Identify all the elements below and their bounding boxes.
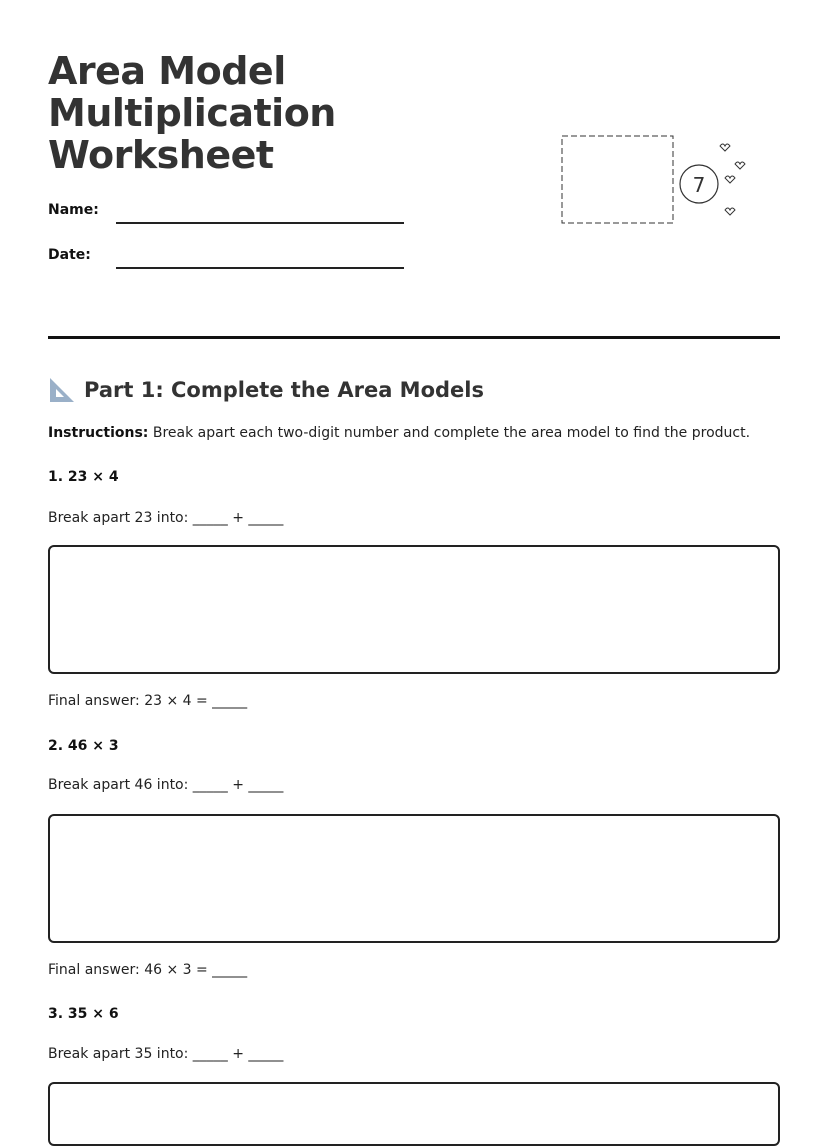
circle-digit: 7 (692, 173, 706, 197)
part1-heading: Part 1: Complete the Area Models (84, 378, 484, 402)
problem-1-title: 1. 23 × 4 (48, 469, 119, 485)
instructions-text: Break apart each two-digit number and complete the area model to find the product. (152, 425, 751, 441)
title-line-1: Area Model (48, 49, 286, 93)
small-hearts-icon (720, 144, 745, 215)
problem-3-break-apart: Break apart 35 into: _____ + _____ (48, 1046, 284, 1062)
worksheet-title (48, 50, 336, 176)
problem-2-area-model-box[interactable] (48, 814, 780, 943)
problem-3-title: 3. 35 × 6 (48, 1006, 119, 1022)
problem-1-final-answer: Final answer: 23 × 4 = _____ (48, 693, 248, 709)
name-label: Name: (48, 202, 99, 218)
header-divider (48, 336, 780, 339)
date-label: Date: (48, 247, 91, 263)
problem-2-final-answer: Final answer: 46 × 3 = _____ (48, 962, 248, 978)
title-line-3: Worksheet (48, 133, 274, 177)
triangle-ruler-icon (48, 376, 76, 404)
problem-2-break-apart: Break apart 46 into: _____ + _____ (48, 777, 284, 793)
instructions-label: Instructions: (48, 425, 149, 441)
problem-2-title: 2. 46 × 3 (48, 738, 119, 754)
part1-heading-row (48, 375, 484, 405)
problem-3-area-model-box[interactable] (48, 1082, 780, 1146)
decorative-illustration (555, 128, 755, 233)
problem-1-break-apart: Break apart 23 into: _____ + _____ (48, 510, 284, 526)
problem-1-area-model-box[interactable] (48, 545, 780, 674)
instructions (48, 425, 750, 441)
title-line-2: Multiplication (48, 91, 336, 135)
dashed-rectangle (562, 136, 673, 223)
date-field-line[interactable] (116, 267, 404, 269)
name-field-line[interactable] (116, 222, 404, 224)
